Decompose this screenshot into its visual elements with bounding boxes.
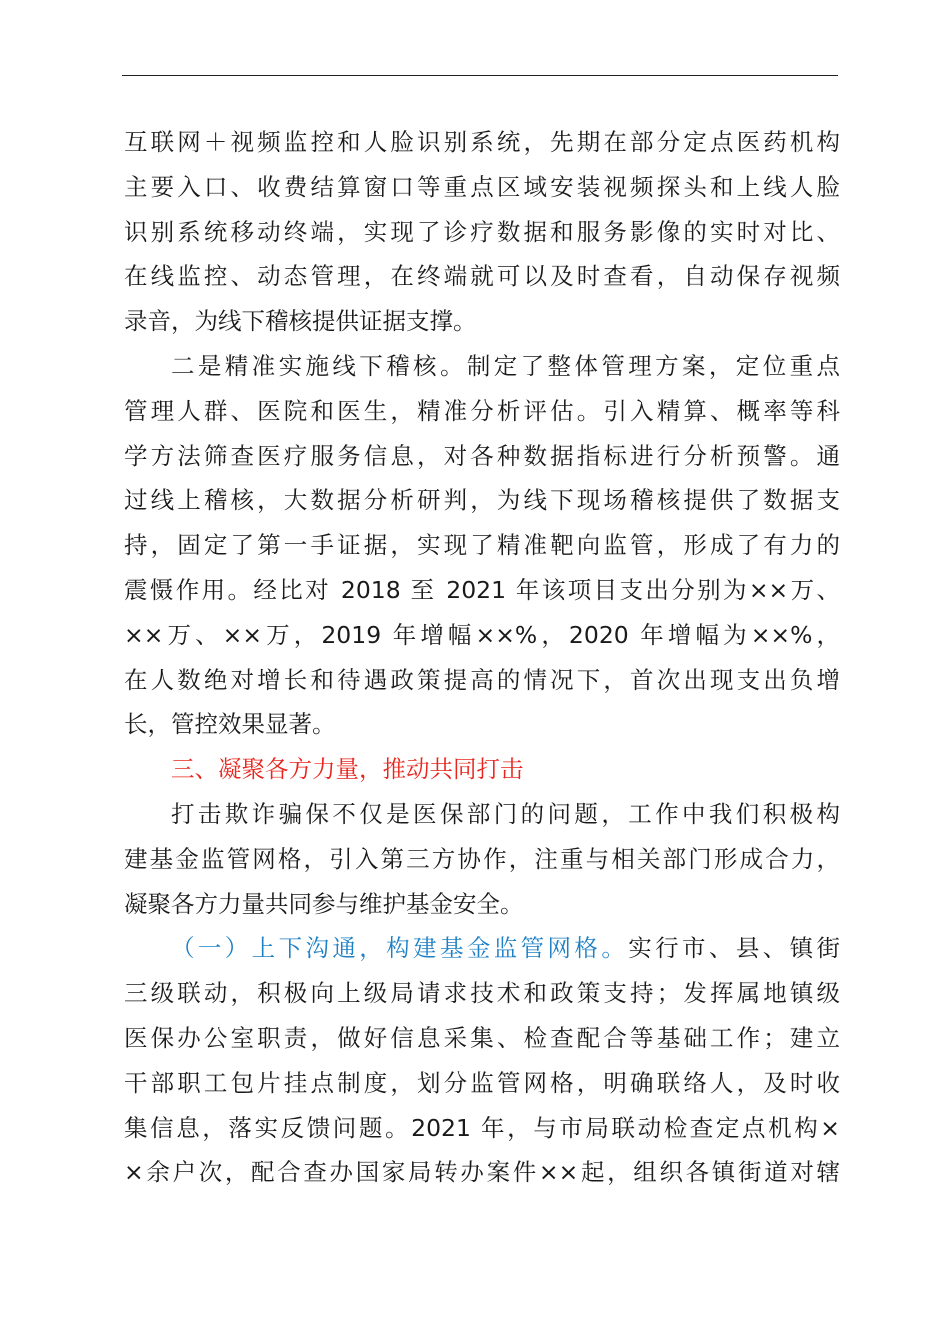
body-line: 震慑作用。经比对 2018 至 2021 年该项目支出分别为××万、 xyxy=(124,575,840,604)
body-line: 医保办公室职责，做好信息采集、检查配合等基础工作；建立 xyxy=(124,1023,840,1052)
body-line: 长，管控效果显著。 xyxy=(124,710,336,739)
body-line: 三级联动，积极向上级局请求技术和政策支持；发挥属地镇级 xyxy=(124,979,840,1008)
subheading-line xyxy=(124,926,840,971)
body-line: 在人数绝对增长和待遇政策提高的情况下，首次出现支出负增 xyxy=(124,665,840,694)
body-line: 集信息，落实反馈问题。2021 年，与市局联动检查定点机构× xyxy=(124,1113,840,1142)
document-body xyxy=(124,120,840,1195)
body-line: 互联网＋视频监控和人脸识别系统，先期在部分定点医药机构 xyxy=(124,128,840,156)
body-line: ×余户次，配合查办国家局转办案件××起，组织各镇街道对辖 xyxy=(124,1158,840,1187)
body-line: 管理人群、医院和医生，精准分析评估。引入精算、概率等科 xyxy=(124,396,840,425)
header-rule xyxy=(122,75,838,76)
body-line: 主要入口、收费结算窗口等重点区域安装视频探头和上线人脸 xyxy=(124,172,840,201)
body-line: 打击欺诈骗保不仅是医保部门的问题，工作中我们积极构 xyxy=(171,799,840,828)
body-line: 录音，为线下稽核提供证据支撑。 xyxy=(124,307,477,336)
body-line: 在线监控、动态管理，在终端就可以及时查看，自动保存视频 xyxy=(124,262,840,291)
subheading-line-rest: 实行市、县、镇街 xyxy=(628,934,841,963)
body-line: 二是精准实施线下稽核。制定了整体管理方案，定位重点 xyxy=(171,351,840,380)
body-line: 学方法筛查医疗服务信息，对各种数据指标进行分析预警。通 xyxy=(124,441,840,470)
body-line: 过线上稽核，大数据分析研判，为线下现场稽核提供了数据支 xyxy=(124,486,840,515)
body-line: 建基金监管网格，引入第三方协作，注重与相关部门形成合力， xyxy=(124,844,840,873)
section-heading: 三、凝聚各方力量，推动共同打击 xyxy=(171,755,524,784)
body-line: ××万、××万，2019 年增幅××%，2020 年增幅为××%， xyxy=(124,620,840,649)
body-line: 持，固定了第一手证据，实现了精准靶向监管，形成了有力的 xyxy=(124,531,840,560)
body-line: 干部职工包片挂点制度，划分监管网格，明确联络人，及时收 xyxy=(124,1068,840,1097)
subheading: （一）上下沟通，构建基金监管网格。 xyxy=(171,934,629,963)
body-line: 识别系统移动终端，实现了诊疗数据和服务影像的实时对比、 xyxy=(124,217,840,246)
body-line: 凝聚各方力量共同参与维护基金安全。 xyxy=(124,889,524,918)
